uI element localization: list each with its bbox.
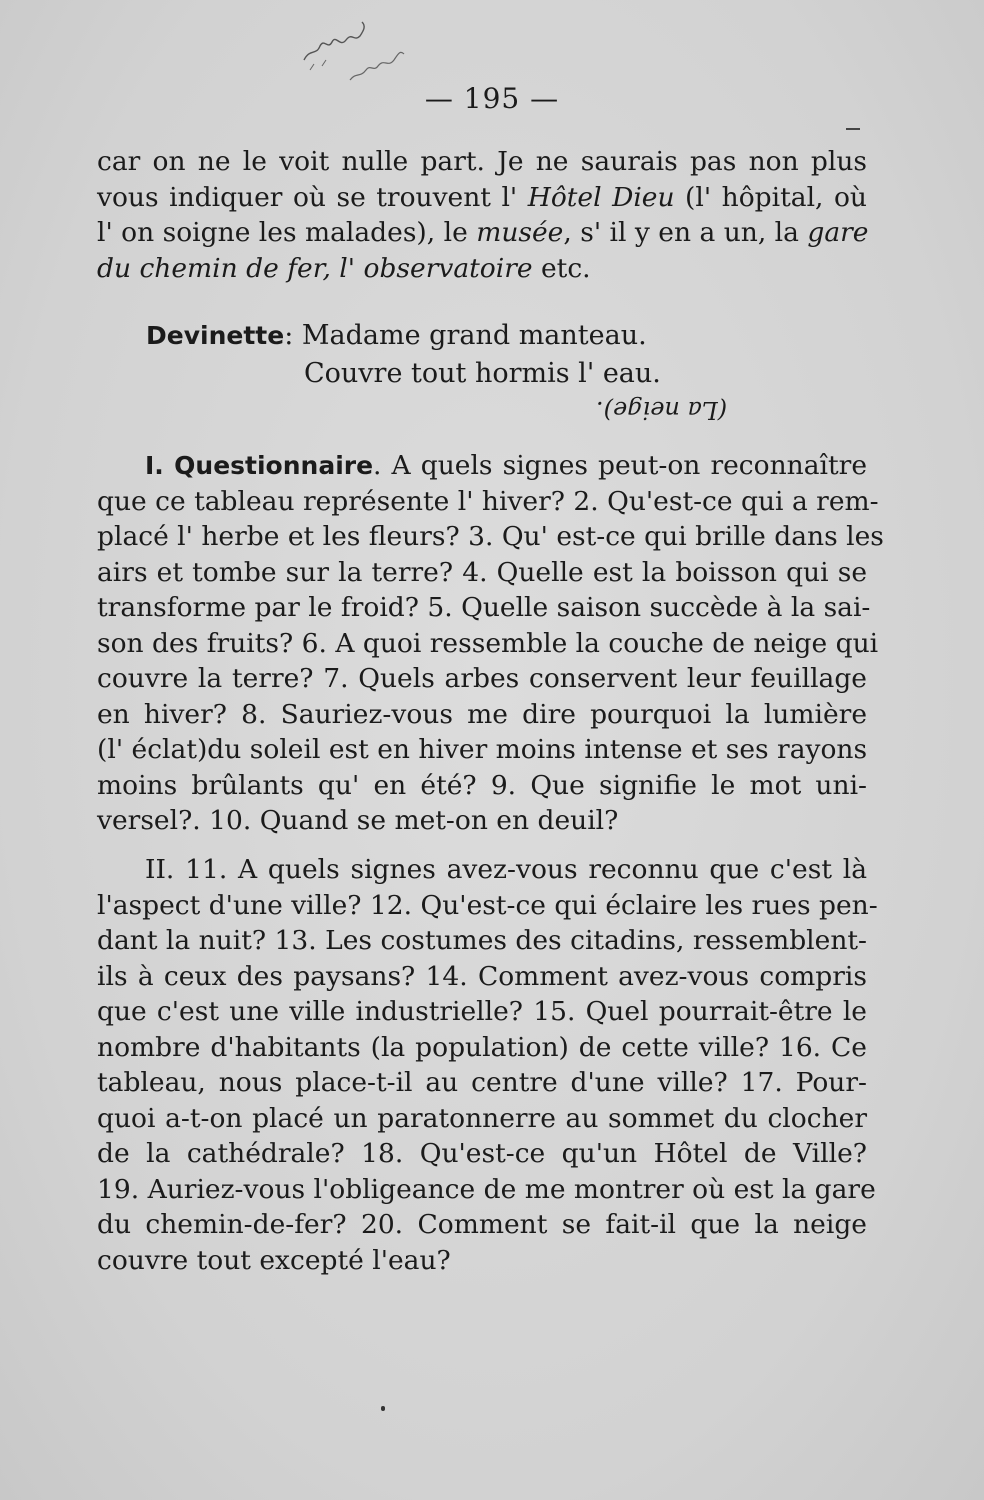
text-line: tableau, nous place-t-il au centre d'une ville? 17. Pour-	[97, 1067, 867, 1098]
text-line: 19. Auriez-vous l'obligeance de me montrer où est la gare	[97, 1173, 876, 1205]
text-line: couvre la terre? 7. Quels arbes conservent leur feuillage	[97, 663, 867, 694]
riddle-line-1: Devinette: Madame grand manteau.	[146, 320, 647, 351]
text-line: son des fruits? 6. A quoi ressemble la couche de neige qui	[97, 627, 879, 659]
text-line: transforme par le froid? 5. Quelle saison succède à la sai-	[97, 592, 871, 623]
page-number: — 195 —	[424, 82, 560, 115]
questionnaire-heading: I. Questionnaire	[145, 451, 374, 480]
riddle-answer-inverted: (La neige).	[596, 396, 728, 424]
text-line: que ce tableau représente l' hiver? 2. Qu'est-ce qui a rem-	[97, 485, 879, 517]
italic-term-hotel-dieu: Hôtel Dieu	[527, 181, 675, 213]
text-line: du chemin de fer, l' observatoire etc.	[97, 252, 591, 284]
text-line: quoi a-t-on placé un paratonnerre au sommet du clocher	[97, 1102, 867, 1134]
text-line: dant la nuit? 13. Les costumes des citadins, ressemblent-	[97, 925, 867, 956]
text-line: car on ne le voit nulle part. Je ne saurais pas non plus	[97, 146, 867, 177]
text-line: nombre d'habitants (la population) de cette ville? 16. Ce	[97, 1031, 867, 1063]
text-line: de la cathédrale? 18. Qu'est-ce qu'un Hôtel de Ville?	[97, 1138, 867, 1169]
text-line: I. Questionnaire. A quels signes peut-on reconnaître	[145, 450, 867, 481]
questionnaire-section-2	[97, 852, 878, 1278]
margin-mark	[846, 128, 860, 130]
paragraph-intro	[97, 144, 867, 286]
text-line: l'aspect d'une ville? 12. Qu'est-ce qui éclaire les rues pen-	[97, 889, 878, 921]
italic-term-gare: gare	[807, 217, 869, 248]
text-line: (l' éclat)du soleil est en hiver moins intense et ses rayons	[97, 734, 868, 765]
text-line: placé l' herbe et les fleurs? 3. Qu' est-ce qui brille dans les	[97, 521, 884, 552]
italic-term-chemin: du chemin de fer, l' observatoire	[97, 252, 533, 284]
text-line: l' on soigne les malades), le musée, s' il y en a un, la gare	[97, 217, 869, 248]
text-line: II. 11. A quels signes avez-vous reconnu que c'est là	[145, 854, 867, 885]
riddle-line-2: Couvre tout hormis l' eau.	[304, 358, 661, 389]
text-line: du chemin-de-fer? 20. Comment se fait-il que la neige	[97, 1209, 867, 1240]
text-line: versel?. 10. Quand se met-on en deuil?	[97, 805, 619, 836]
ink-speck	[381, 1406, 385, 1411]
questionnaire-section-1	[97, 448, 884, 839]
text-line: en hiver? 8. Sauriez-vous me dire pourquoi la lumière	[97, 698, 867, 730]
italic-term-musee: musée	[476, 217, 564, 248]
handwritten-scribble	[300, 20, 420, 90]
text-line: ils à ceux des paysans? 14. Comment avez-vous compris	[97, 960, 867, 992]
text-line: que c'est une ville industrielle? 15. Quel pourrait-être le	[97, 996, 867, 1027]
text-line: moins brûlants qu' en été? 9. Que signifie le mot uni-	[97, 769, 867, 801]
text-line: vous indiquer où se trouvent l' Hôtel Dieu (l' hôpital, où	[97, 181, 867, 213]
riddle-label: Devinette	[146, 321, 285, 350]
text-line: couvre tout excepté l'eau?	[97, 1244, 451, 1276]
text-line: airs et tombe sur la terre? 4. Quelle est la boisson qui se	[97, 556, 867, 588]
